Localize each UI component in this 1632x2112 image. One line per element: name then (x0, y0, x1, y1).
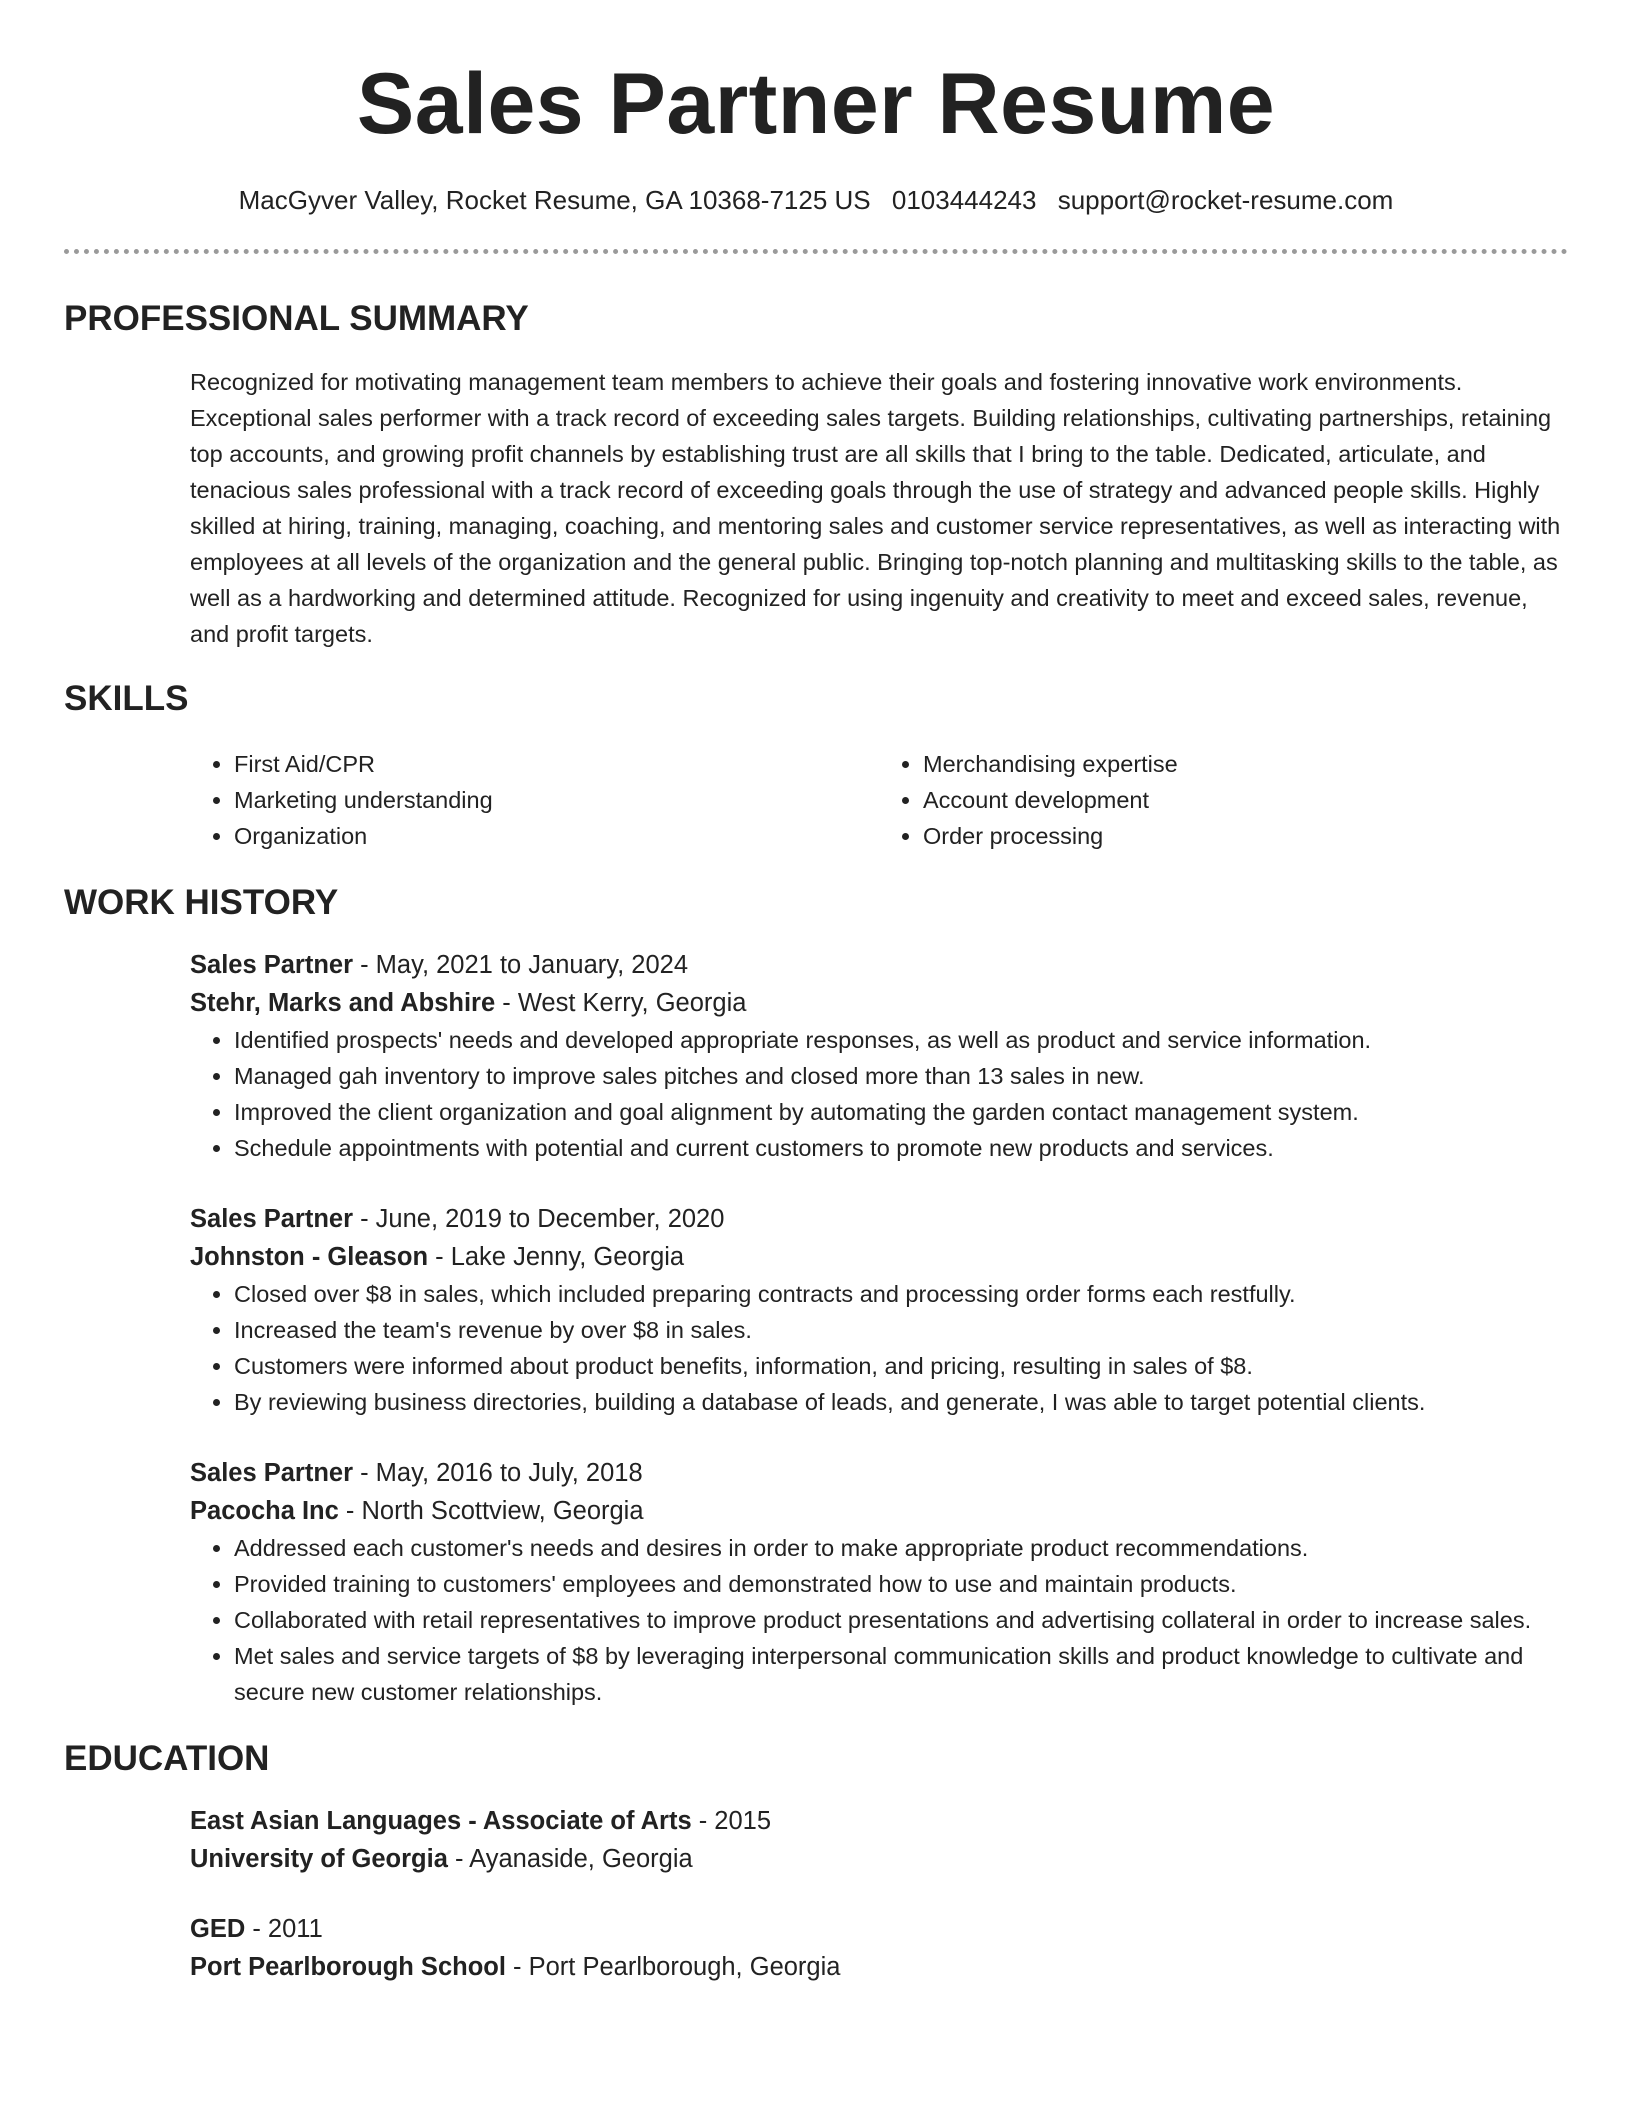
skill-item: • First Aid/CPR (234, 746, 879, 782)
skills-list-right (879, 746, 1568, 854)
job-title-line (190, 1454, 1568, 1492)
education-school: University of Georgia (190, 1845, 448, 1873)
job-bullet: • Addressed each customer's needs and desires in order to make appropriate product recommendations. (234, 1530, 1568, 1566)
education-degree: East Asian Languages - Associate of Arts (190, 1807, 692, 1835)
skill-item: • Merchandising expertise (923, 746, 1568, 782)
work-section (64, 882, 1568, 1710)
education-school: Port Pearlborough School (190, 1953, 506, 1981)
education-degree-line (190, 1802, 1568, 1840)
job-bullets (190, 1530, 1568, 1710)
job-dates: - May, 2016 to July, 2018 (353, 1459, 643, 1487)
job-title-line (190, 1200, 1568, 1238)
contact-email: support@rocket-resume.com (1057, 185, 1394, 215)
job-bullet: • Improved the client organization and goal alignment by automating the garden contact management system. (234, 1094, 1568, 1130)
education-year: - 2011 (245, 1915, 323, 1943)
job-entry (190, 1454, 1568, 1710)
job-entry (190, 946, 1568, 1166)
education-degree: GED (190, 1915, 246, 1943)
skill-item: • Account development (923, 782, 1568, 818)
work-heading: WORK HISTORY (64, 883, 339, 922)
job-company-line (190, 1492, 1568, 1530)
job-bullet: • Managed gah inventory to improve sales pitches and closed more than 13 sales in new. (234, 1058, 1568, 1094)
job-company: Stehr, Marks and Abshire (190, 989, 496, 1017)
contact-address: MacGyver Valley, Rocket Resume, GA 10368-7125 US (238, 185, 871, 215)
job-entry (190, 1200, 1568, 1420)
education-heading: EDUCATION (64, 1739, 270, 1778)
education-entry (190, 1802, 1568, 1878)
job-bullet: • Met sales and service targets of $8 by leveraging interpersonal communication skills and product knowledge to cultivate and secure new customer relationships. (234, 1638, 1568, 1710)
education-school-line (190, 1948, 1568, 1986)
skills-heading: SKILLS (64, 679, 189, 718)
education-year: - 2015 (691, 1807, 772, 1835)
skills-list-left (190, 746, 879, 854)
job-bullet: • Collaborated with retail representatives to improve product presentations and advertising collateral in order to increase sales. (234, 1602, 1568, 1638)
job-company-line (190, 984, 1568, 1022)
job-dates: - May, 2021 to January, 2024 (353, 951, 689, 979)
education-section (64, 1738, 1568, 1986)
education-degree-line (190, 1910, 1568, 1948)
skill-item: • Organization (234, 818, 879, 854)
header-divider (64, 249, 1568, 254)
job-dates: - June, 2019 to December, 2020 (353, 1205, 725, 1233)
job-company: Pacocha Inc (190, 1497, 339, 1525)
job-title-line (190, 946, 1568, 984)
job-location: - Lake Jenny, Georgia (428, 1243, 685, 1271)
skill-item: • Order processing (923, 818, 1568, 854)
skill-item: • Marketing understanding (234, 782, 879, 818)
job-location: - North Scottview, Georgia (338, 1497, 644, 1525)
education-school-line (190, 1840, 1568, 1878)
resume-title: Sales Partner Resume (356, 56, 1276, 152)
contact-line (64, 184, 1568, 216)
summary-section (64, 298, 1568, 652)
job-role: Sales Partner (190, 951, 354, 979)
job-bullet: • Provided training to customers' employees and demonstrated how to use and maintain products. (234, 1566, 1568, 1602)
job-role: Sales Partner (190, 1459, 354, 1487)
job-bullet: • Closed over $8 in sales, which included preparing contracts and processing order forms each restfully. (234, 1276, 1568, 1312)
job-company: Johnston - Gleason (190, 1243, 429, 1271)
job-bullet: • Schedule appointments with potential and current customers to promote new products and services. (234, 1130, 1568, 1166)
job-location: - West Kerry, Georgia (495, 989, 747, 1017)
job-bullet: • By reviewing business directories, building a database of leads, and generate, I was able to target potential clients. (234, 1384, 1568, 1420)
job-company-line (190, 1238, 1568, 1276)
job-role: Sales Partner (190, 1205, 354, 1233)
resume-page (64, 0, 1568, 1986)
summary-text: Recognized for motivating management team members to achieve their goals and fostering innovative work environments. Exceptional sales performer with a track record of exceeding sales targets. Building relationships, cultivating partnerships, retaining top accounts, and growing profit channels by establishing trust are all skills that I bring to the table. Dedicated, articulate, and tenacious sales professional with a track record of exceeding goals through the use of strategy and advanced people skills. Highly skilled at hiring, training, managing, coaching, and mentoring sales and customer service representatives, as well as interacting with employees at all levels of the organization and the general public. Bringing top-notch planning and multitasking skills to the table, as well as a hardworking and determined attitude. Recognized for using ingenuity and creativity to meet and exceed sales, revenue, and profit targets. (190, 369, 1561, 647)
education-location: - Ayanaside, Georgia (447, 1845, 693, 1873)
job-bullet: • Customers were informed about product benefits, information, and pricing, resulting in sales of $8. (234, 1348, 1568, 1384)
education-entry (190, 1910, 1568, 1986)
contact-phone: 0103444243 (891, 185, 1037, 215)
summary-heading: PROFESSIONAL SUMMARY (64, 299, 529, 338)
skills-section (64, 678, 1568, 854)
job-bullets (190, 1276, 1568, 1420)
job-bullet: • Increased the team's revenue by over $8 in sales. (234, 1312, 1568, 1348)
job-bullets (190, 1022, 1568, 1166)
skills-grid (190, 746, 1568, 854)
job-bullet: • Identified prospects' needs and developed appropriate responses, as well as product and service information. (234, 1022, 1568, 1058)
education-location: - Port Pearlborough, Georgia (505, 1953, 841, 1981)
